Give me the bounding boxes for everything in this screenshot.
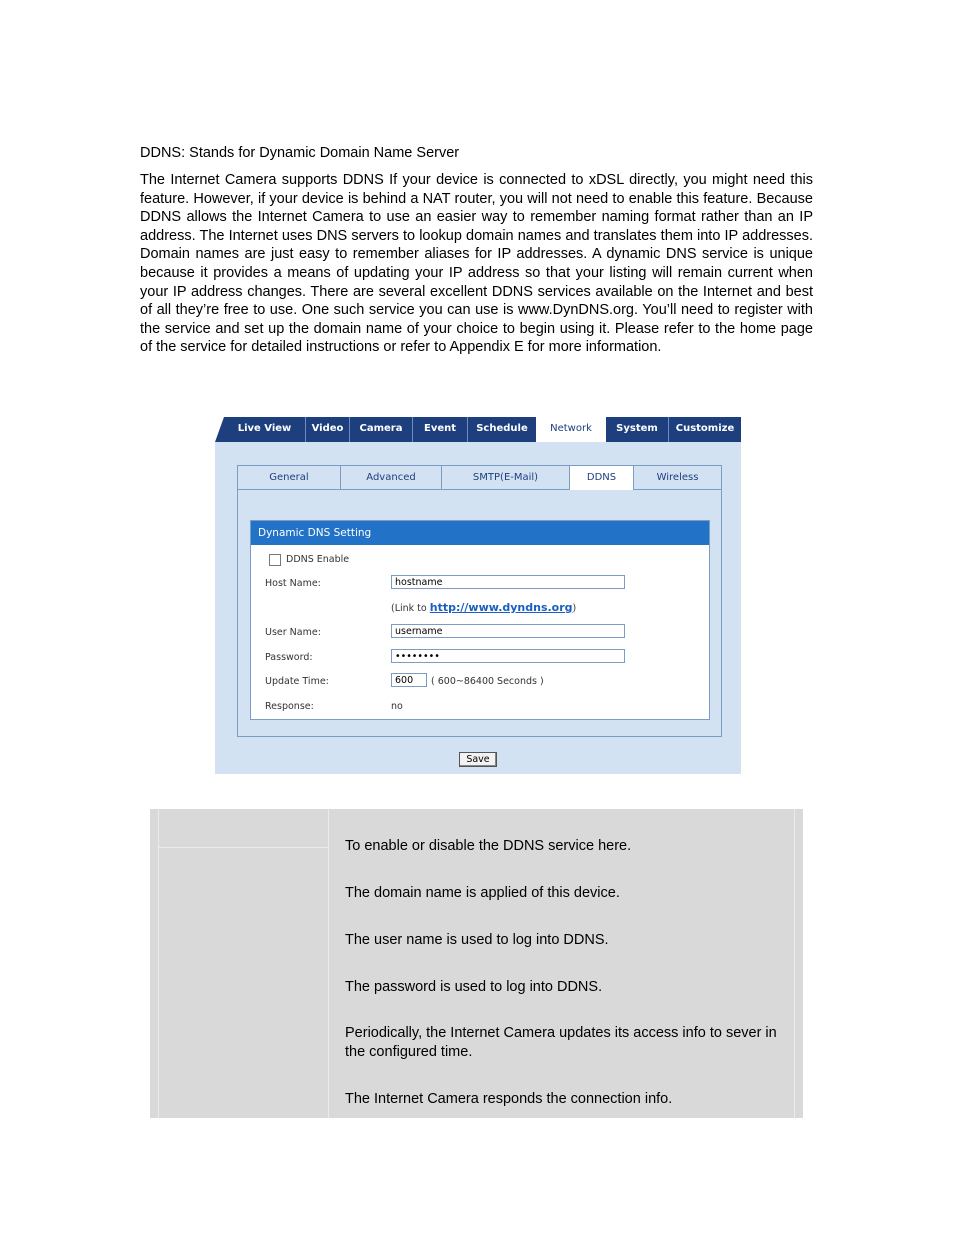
dynamic-dns-form	[250, 520, 710, 720]
save-button[interactable]: Save	[459, 752, 497, 767]
ddns-enable-label: DDNS Enable	[286, 554, 350, 565]
tab-schedule[interactable]: Schedule	[467, 417, 536, 442]
dyndns-link-row	[391, 601, 576, 614]
desc-update-time: Periodically, the Internet Camera updates its access info to sever in the configured time.	[345, 1025, 777, 1060]
ddns-paragraph: The Internet Camera supports DDNS If your device is connected to xDSL directly, you might need this feature. However, if your device is behind a NAT router, you will not need to enable this feature. Because DDNS allows the Internet Camera to use an easier way to remember naming format rather than an IP address. The Internet uses DNS servers to lookup domain names and translates them into IP addresses. Domain names are just easy to remember aliases for IP addresses. A dynamic DNS service is unique because it provides a means of updating your IP address so that your listing will remain current when your IP address changes. There are several excellent DDNS services available on the Internet and best of all they’re free to use. One such service you can use is www.DynDNS.org. You’ll need to register with the service and set up the domain name of your choice to begin using it. Please refer to the home page of the service for detailed instructions or refer to Appendix E for more information.	[140, 172, 813, 356]
subtab-ddns[interactable]: DDNS	[570, 466, 634, 490]
tab-system[interactable]: System	[616, 423, 658, 434]
desc-host-name: The domain name is applied of this device.	[345, 885, 620, 901]
link-suffix: )	[572, 603, 577, 614]
network-settings-box	[237, 465, 722, 737]
subtab-smtp[interactable]: SMTP(E-Mail)	[442, 466, 570, 490]
nav-corner	[215, 417, 224, 442]
update-time-hint: ( 600~86400 Seconds )	[431, 676, 544, 687]
tab-video[interactable]: Video	[305, 417, 349, 442]
tab-event[interactable]: Event	[412, 417, 467, 442]
host-name-label: Host Name:	[265, 578, 321, 589]
response-value: no	[391, 701, 403, 712]
desc-user-name: The user name is used to log into DDNS.	[345, 932, 609, 948]
description-table	[150, 809, 803, 1118]
tab-live-view[interactable]: Live View	[237, 423, 292, 434]
subtab-general[interactable]: General	[238, 466, 341, 490]
section-heading: DDNS: Stands for Dynamic Domain Name Server	[140, 145, 460, 161]
password-input[interactable]: ••••••••	[391, 649, 625, 663]
user-name-label: User Name:	[265, 627, 321, 638]
sub-nav	[238, 466, 721, 490]
table-header-cell	[158, 809, 328, 848]
tab-camera[interactable]: Camera	[349, 417, 412, 442]
camera-ui-screenshot	[215, 417, 741, 774]
tab-network[interactable]: Network	[536, 417, 606, 442]
main-nav	[215, 417, 741, 442]
host-name-input[interactable]: hostname	[391, 575, 625, 589]
desc-password: The password is used to log into DDNS.	[345, 979, 603, 995]
column-divider	[158, 809, 159, 1118]
form-title: Dynamic DNS Setting	[251, 521, 709, 545]
password-label: Password:	[265, 652, 313, 663]
subtab-advanced[interactable]: Advanced	[341, 466, 442, 490]
link-prefix: (Link to	[391, 603, 430, 614]
user-name-input[interactable]: username	[391, 624, 625, 638]
response-label: Response:	[265, 701, 314, 712]
subtab-wireless[interactable]: Wireless	[634, 466, 721, 490]
dyndns-link[interactable]: http://www.dyndns.org	[429, 601, 573, 614]
desc-ddns-enable: To enable or disable the DDNS service here.	[345, 838, 632, 854]
ddns-enable-checkbox[interactable]	[269, 554, 281, 566]
update-time-label: Update Time:	[265, 676, 329, 687]
tab-customize[interactable]: Customize	[668, 417, 741, 442]
update-time-input[interactable]: 600	[391, 673, 427, 687]
column-divider	[328, 809, 329, 1118]
desc-response: The Internet Camera responds the connection info.	[345, 1091, 673, 1107]
